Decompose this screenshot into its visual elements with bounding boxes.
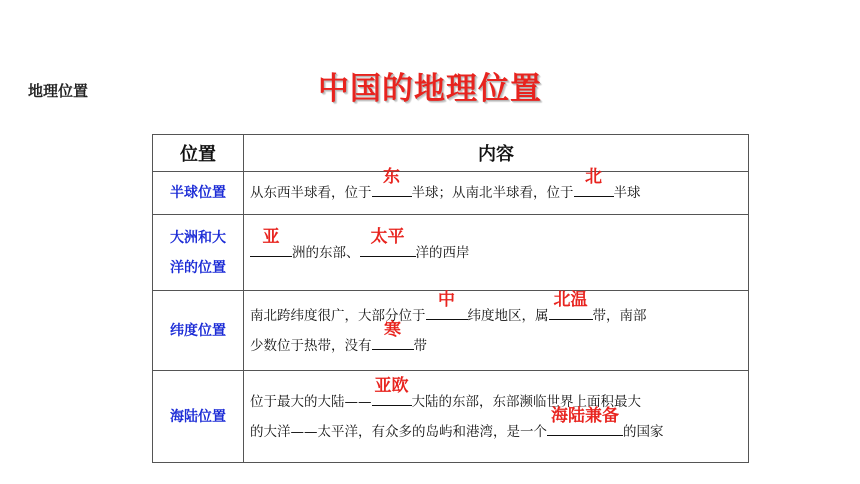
- header-position: 位置: [153, 135, 244, 172]
- fill-blank: [547, 405, 623, 436]
- content-text: 大陆的东部，东部濒临世界上面积最大: [411, 393, 641, 410]
- fill-blank: [549, 289, 593, 320]
- content-text: 少数位于热带，没有: [250, 337, 372, 354]
- answer-text: 中: [438, 289, 455, 310]
- fill-blank: [372, 375, 412, 406]
- fill-blank: [360, 226, 416, 257]
- content-line: [250, 319, 742, 361]
- content-line: [250, 375, 742, 417]
- row-label: 海陆位置: [153, 371, 244, 463]
- answer-text: 东: [383, 167, 400, 187]
- answer-text: 太平: [370, 226, 405, 247]
- answer-text: 亚: [262, 226, 280, 247]
- content-line: [250, 405, 742, 447]
- row-content: [244, 371, 749, 463]
- content-text: 从东西半球看，位于: [250, 185, 372, 201]
- content-text: 的国家: [623, 423, 664, 440]
- fill-blank: [372, 319, 414, 350]
- page-title: 中国的地理位置: [318, 71, 542, 107]
- row-content: [244, 215, 749, 291]
- content-text: 洲的东部、: [292, 244, 360, 261]
- row-content: [244, 291, 749, 371]
- row-label: [153, 215, 244, 291]
- answer-text: 寒: [384, 319, 401, 340]
- section-label: 地理位置: [28, 82, 89, 100]
- table-row: [153, 371, 749, 463]
- header-content: 内容: [244, 135, 749, 172]
- fill-blank: [426, 289, 468, 320]
- content-text: 洋的西岸: [415, 244, 470, 261]
- content-text: 半球: [613, 185, 641, 201]
- content-text: 纬度地区，属: [467, 307, 549, 324]
- content-text: 半球；从南北半球看，位于: [411, 185, 574, 201]
- table-header-row: [153, 135, 749, 172]
- answer-text: 亚欧: [374, 375, 409, 396]
- fill-blank: [250, 226, 292, 257]
- row-content: [244, 167, 749, 215]
- table-row: [153, 172, 749, 215]
- label-line: 洋的位置: [170, 259, 226, 276]
- row-label: 半球位置: [153, 172, 244, 215]
- content-text: 位于最大的大陆——: [250, 393, 372, 410]
- content-text: 带: [413, 337, 427, 354]
- answer-text: 海陆兼备: [551, 405, 619, 426]
- table-row: [153, 291, 749, 371]
- answer-text: 北: [585, 167, 602, 187]
- label-line: 大洲和大: [170, 229, 226, 246]
- content-line: [250, 289, 742, 331]
- fill-blank: [574, 167, 614, 197]
- geo-position-table: [152, 134, 749, 463]
- fill-blank: [372, 167, 412, 197]
- table-row: [153, 215, 749, 291]
- row-label: 纬度位置: [153, 291, 244, 371]
- content-text: 的大洋——太平洋，有众多的岛屿和港湾，是一个: [250, 423, 547, 440]
- content-text: 带，南部: [592, 307, 647, 324]
- content-text: 南北跨纬度很广，大部分位于: [250, 307, 426, 324]
- answer-text: 北温: [553, 289, 588, 310]
